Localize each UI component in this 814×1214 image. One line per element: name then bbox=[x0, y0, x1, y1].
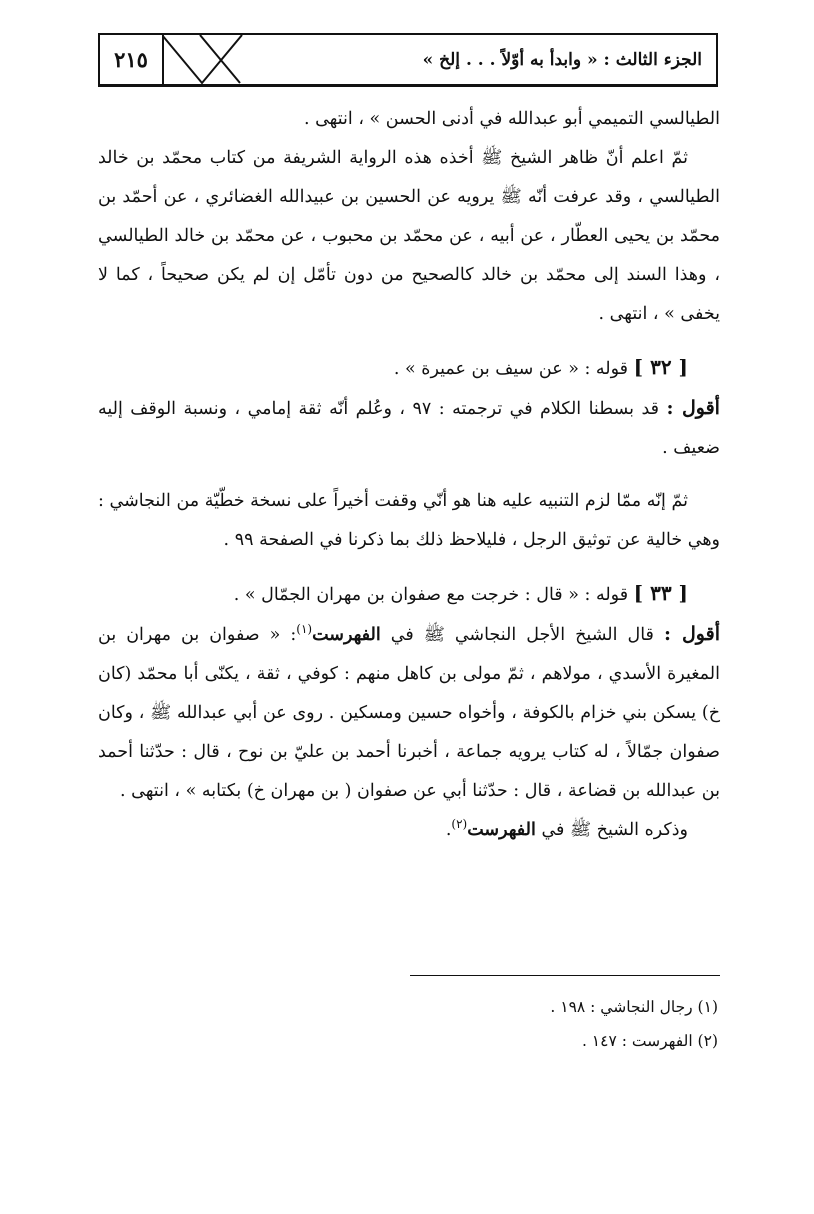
fihrist-title: الفهرست bbox=[312, 625, 381, 645]
header-ornament bbox=[162, 35, 252, 85]
section-number: [ ٣٢ ] bbox=[633, 355, 688, 379]
section-quote: قوله : « عن سيف بن عميرة » . bbox=[393, 359, 629, 379]
paragraph bbox=[98, 811, 720, 850]
paragraph-text: : « صفوان بن مهران بن المغيرة الأسدي ، مولاهم ، ثمّ مولى بن كاهل منهم : كوفي ، ثقة ، يكنّى أبا محمّد (كان خ) يسكن بني خزام بالكوفة ، وأخواه حسين ومسكين . روى عن أبي عبدالله ﷺ ، وكان صفوان جمّالاً ، له كتاب يرويه جماعة ، أخبرنا أحمد بن عليّ بن نوح ، قال : حدّثنا أحمد بن عبدالله بن قضاعة ، قال : حدّثنا أبي عن صفوان ( بن مهران خ) بكتابه » ، انتهى . bbox=[98, 625, 720, 801]
aqool-keyword: أقول : bbox=[666, 397, 720, 419]
main-text bbox=[98, 100, 720, 850]
section-32-heading bbox=[98, 348, 720, 389]
paragraph bbox=[98, 389, 720, 468]
paragraph-text: قال الشيخ الأجل النجاشي ﷺ في bbox=[390, 625, 654, 645]
footnote-divider bbox=[410, 975, 720, 976]
paragraph-text: وذكره الشيخ ﷺ في bbox=[541, 820, 688, 840]
page-number: ٢١٥ bbox=[100, 35, 164, 84]
paragraph: ثمّ إنّه ممّا لزم التنبيه عليه هنا هو أنّي وقفت أخيراً على نسخة خطّيّة من النجاشي : وهي خالية عن توثيق الرجل ، فليلاحظ ذلك بما ذكرنا في الصفحة ٩٩ . bbox=[98, 491, 720, 550]
section-33-heading bbox=[98, 574, 720, 615]
paragraph bbox=[98, 615, 720, 811]
paragraph-text: قد بسطنا الكلام في ترجمته : ٩٧ ، وعُلم أنّه ثقة إمامي ، ونسبة الوقف إليه ضعيف . bbox=[98, 399, 720, 458]
paragraph: ثمّ اعلم أنّ ظاهر الشيخ ﷺ أخذه هذه الرواية الشريفة من كتاب محمّد بن خالد الطيالسي ، وقد عرفت أنّه ﷺ يرويه عن الحسين بن عبيدالله الغضائري ، عن أحمّد بن محمّد بن يحيى العطّار ، عن أبيه ، عن محمّد بن محبوب ، عن محمّد بن خالد الطيالسي ، وهذا السند إلى محمّد بن خالد كالصحيح من دون تأمّل إن لم يكن صحيحاً ، كما لا يخفى » ، انتهى . bbox=[98, 148, 720, 324]
paragraph-end: . bbox=[445, 820, 452, 840]
running-header bbox=[98, 33, 718, 87]
paragraph: الطيالسي التميمي أبو عبدالله في أدنى الحسن » ، انتهى . bbox=[303, 109, 720, 129]
footnote-ref: (٢) bbox=[451, 817, 468, 832]
section-quote: قوله : « قال : خرجت مع صفوان بن مهران الجمّال » . bbox=[233, 585, 629, 605]
footnotes bbox=[98, 990, 718, 1058]
fihrist-title: الفهرست bbox=[467, 820, 536, 840]
aqool-keyword: أقول : bbox=[663, 623, 720, 645]
footnote: (٢) الفهرست : ١٤٧ . bbox=[581, 1032, 718, 1050]
footnote-ref: (١) bbox=[296, 622, 313, 637]
header-title: الجزء الثالث : « وابدأ به أوّلاً . . . إلخ » bbox=[422, 49, 702, 70]
footnote: (١) رجال النجاشي : ١٩٨ . bbox=[550, 998, 718, 1016]
section-number: [ ٣٣ ] bbox=[633, 581, 688, 605]
